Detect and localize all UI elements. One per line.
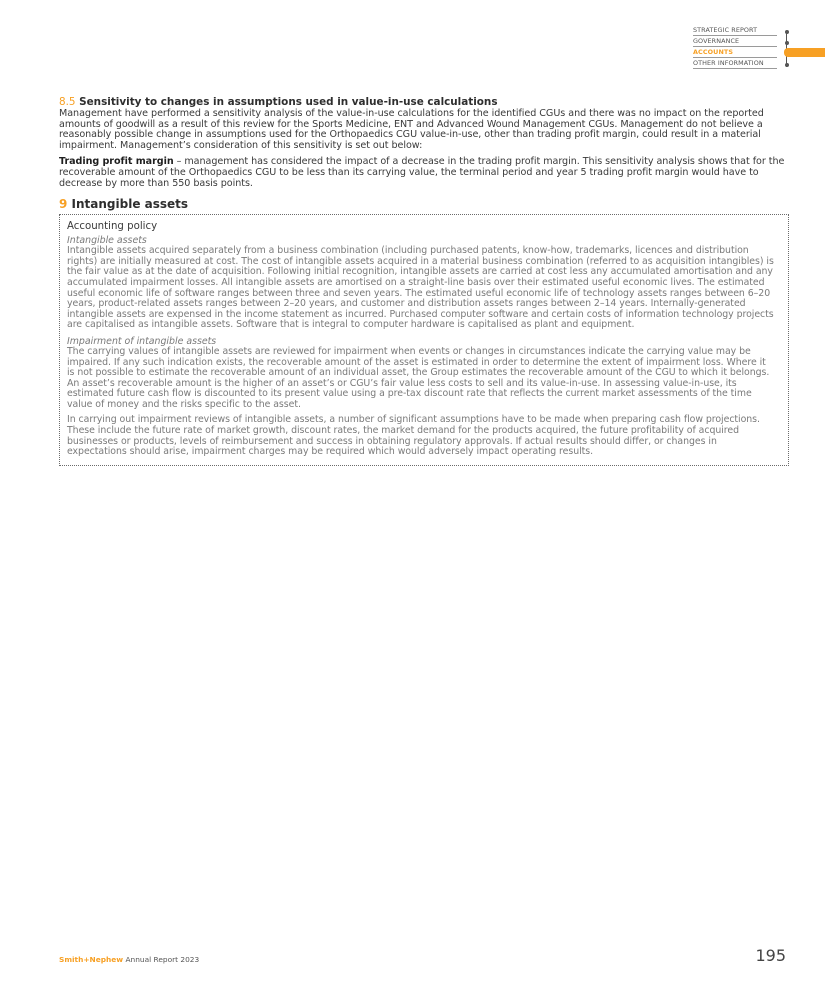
trading-profit-lead: Trading profit margin <box>59 156 174 168</box>
nav-item-governance[interactable]: GOVERNANCE <box>693 37 777 47</box>
trading-profit-paragraph <box>59 157 791 189</box>
section-8-5-paragraph: Management have performed a sensitivity analysis of the value-in-use calculations for the identified CGUs and there was no impact on the reported amounts of goodwill as a result of this review for the Sports Medicine, ENT and Advanced Wound Management CGUs. Management do not believe a reasonably possible change in assumptions used for the Orthopaedics CGU value-in-use, other than trading profit margin, could result in a material impairment. Management’s consideration of this sensitivity is set out below: <box>59 108 764 151</box>
accounting-policy-title: Accounting policy <box>67 221 158 233</box>
impairment-reviews-paragraph: In carrying out impairment reviews of intangible assets, a number of significant assumptions have to be made when preparing cash flow projections. These include the future rate of market growth, discount rates, the market demand for the products acquired, the future profitability of acquired businesses or products, levels of reimbursement and success in obtaining regulatory approvals. If actual results should differ, or changes in expectations should arise, impairment charges may be required which would adversely impact operating results. <box>67 414 760 458</box>
impairment-paragraph: The carrying values of intangible assets are reviewed for impairment when events or changes in circumstances indicate the carrying value may be impaired. If any such indication exists, the recoverable amount of the asset is estimated in order to determine the extent of impairment loss. Where it is not possible to estimate the recoverable amount of an individual asset, the Group estimates the recoverable amount of the CGU to which it belongs. An asset’s recoverable amount is the higher of an asset’s or CGU’s fair value less costs to sell and its value-in-use. In assessing value-in-use, its estimated future cash flow is discounted to its present value using a pre-tax discount rate that reflects the current market assessments of the time value of money and the risks specific to the asset. <box>67 345 770 410</box>
nav-dot <box>785 41 789 45</box>
nav-dot <box>785 30 789 34</box>
page-number: 195 <box>755 946 786 965</box>
nav-item-strategic-report[interactable]: STRATEGIC REPORT <box>693 26 777 36</box>
section-9-heading <box>59 197 791 212</box>
nav-item-accounts[interactable]: ACCOUNTS <box>693 48 777 58</box>
brand-name: Smith+Nephew <box>59 955 124 964</box>
section-title: Intangible assets <box>71 197 189 212</box>
section-title: Sensitivity to changes in assumptions used in value-in-use calculations <box>79 96 498 108</box>
nav-active-tab <box>784 48 825 57</box>
section-nav <box>693 26 825 72</box>
intangible-assets-paragraph: Intangible assets acquired separately from a business combination (including purchased patents, know-how, trademarks, licences and distribution rights) are initially measured at cost. The cost of intangible assets acquired in a material business combination (referred to as acquisition intangibles) is the fair value as at the date of acquisition. Following initial recognition, intangible assets are carried at cost less any accumulated amortisation and any accumulated impairment losses. All intangible assets are amortised on a straight-line basis over their estimated useful economic lives. The estimated useful economic life of software ranges between three and seven years. The estimated useful economic life of technology assets ranges between 6–20 years, product-related assets ranges between 2–20 years, and customer and distribution assets ranges between 2–14 years. Internally-generated intangible assets are expensed in the income statement as incurred. Purchased computer software and certain costs of information technology projects are capitalised as intangible assets. Software that is integral to computer hardware is capitalised as plant and equipment. <box>67 245 774 331</box>
section-number: 8.5 <box>59 96 76 108</box>
footer-report-title <box>59 955 199 964</box>
report-name: Annual Report 2023 <box>123 955 200 964</box>
section-number: 9 <box>59 197 68 212</box>
intangible-assets-subheading: Intangible assets <box>67 235 147 247</box>
trading-profit-text: – management has considered the impact of a decrease in the trading profit margin. This sensitivity analysis shows that for the recoverable amount of the Orthopaedics CGU to be less than its carrying value, the terminal period and year 5 trading profit margin would have to decrease by more than 550 basis points. <box>59 156 785 189</box>
accounting-policy-box <box>59 214 789 466</box>
nav-dot <box>785 63 789 67</box>
nav-item-other-information[interactable]: OTHER INFORMATION <box>693 59 777 69</box>
main-content <box>59 96 791 466</box>
impairment-subheading: Impairment of intangible assets <box>67 335 217 347</box>
